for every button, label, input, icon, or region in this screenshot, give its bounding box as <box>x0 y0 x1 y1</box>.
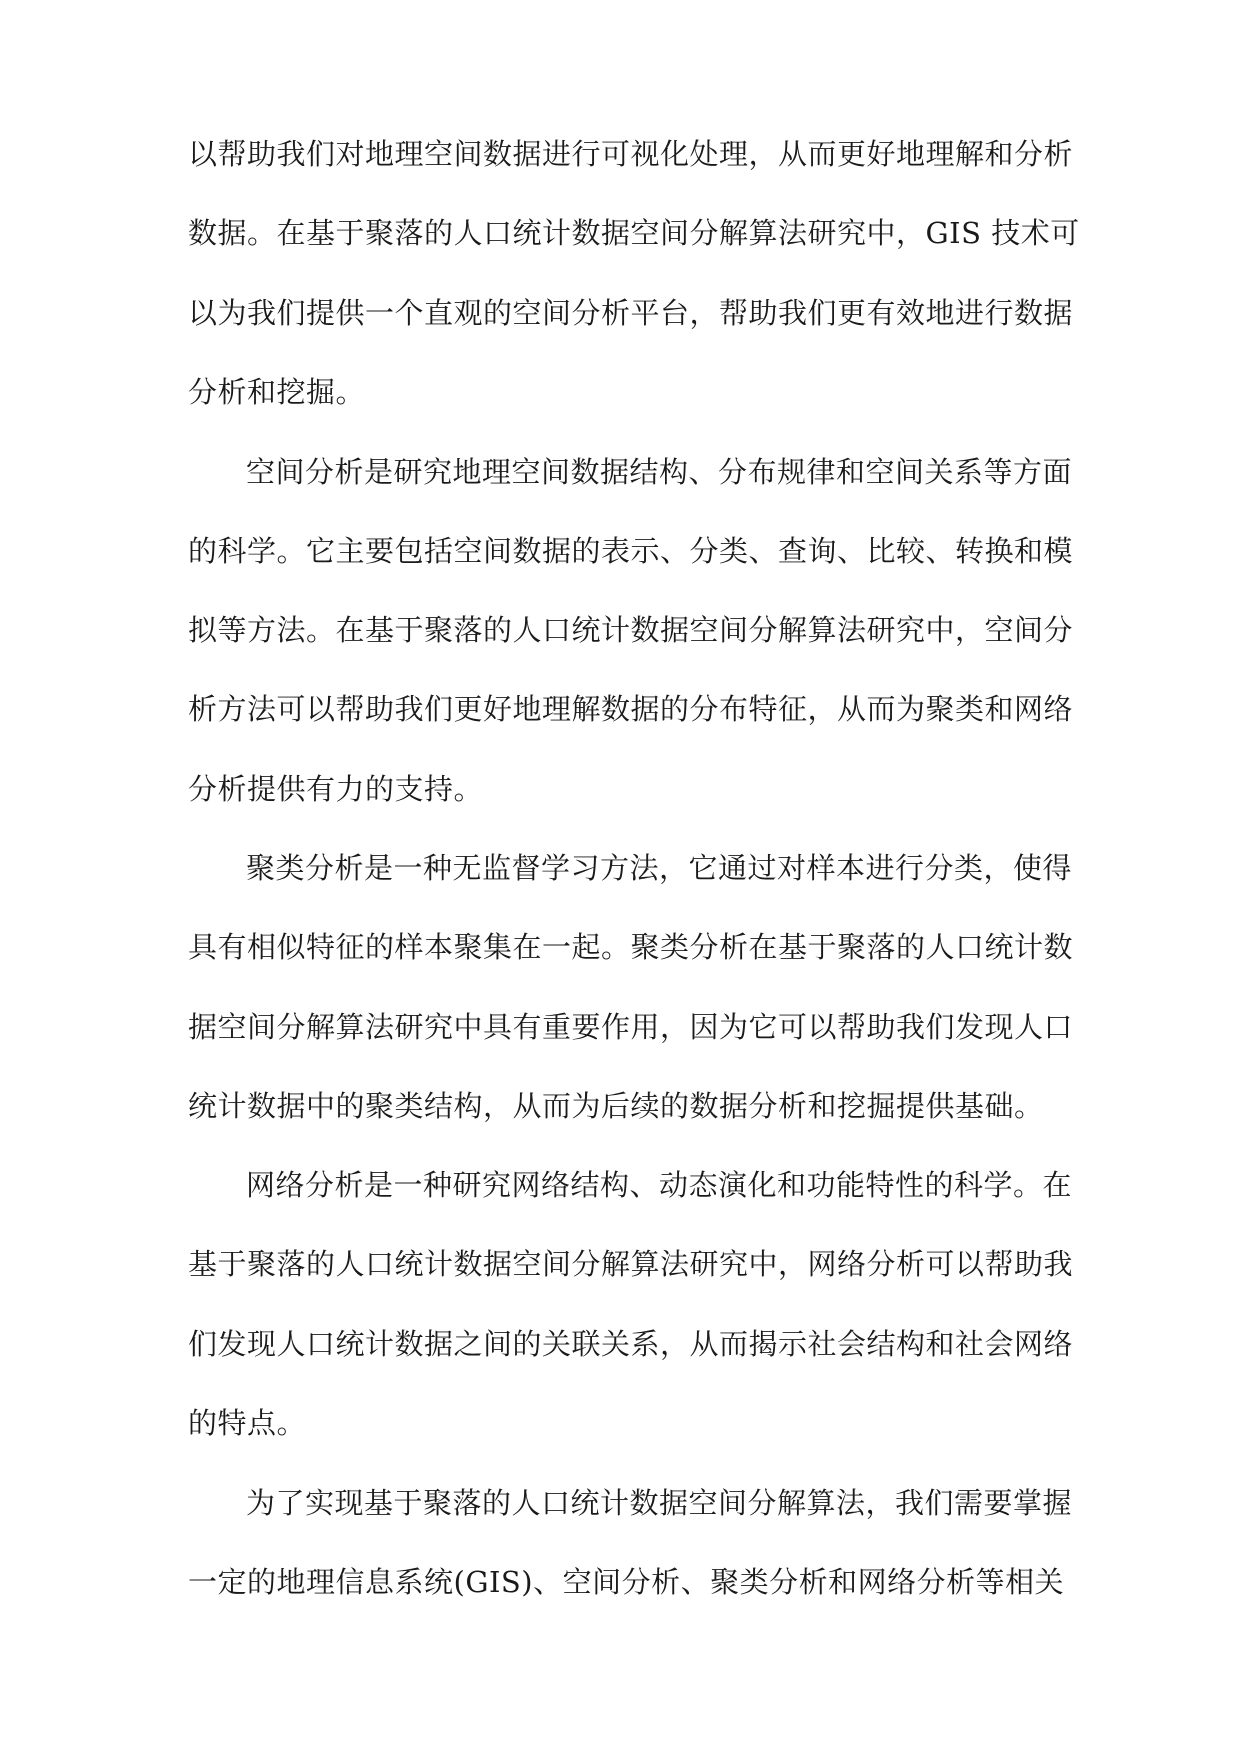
text-line: 的特点。 <box>188 1406 307 1440</box>
text-line: 以为我们提供一个直观的空间分析平台，帮助我们更有效地进行数据 <box>188 296 1074 330</box>
text-line: 数据。在基于聚落的人口统计数据空间分解算法研究中，GIS 技术可 <box>188 216 1080 250</box>
text-line: 统计数据中的聚类结构，从而为后续的数据分析和挖掘提供基础。 <box>188 1089 1044 1123</box>
text-line: 析方法可以帮助我们更好地理解数据的分布特征，从而为聚类和网络 <box>188 692 1074 726</box>
text-line: 的科学。它主要包括空间数据的表示、分类、查询、比较、转换和模 <box>188 534 1074 568</box>
text-line: 据空间分解算法研究中具有重要作用，因为它可以帮助我们发现人口 <box>188 1010 1074 1044</box>
text-line: 分析和挖掘。 <box>188 375 366 409</box>
text-line: 分析提供有力的支持。 <box>188 772 484 806</box>
text-line: 以帮助我们对地理空间数据进行可视化处理，从而更好地理解和分析 <box>188 137 1074 171</box>
paragraph-start-line: 聚类分析是一种无监督学习方法，它通过对样本进行分类，使得 <box>246 851 1073 885</box>
text-line: 基于聚落的人口统计数据空间分解算法研究中，网络分析可以帮助我 <box>188 1247 1074 1281</box>
text-line: 一定的地理信息系统(GIS)、空间分析、聚类分析和网络分析等相关 <box>188 1565 1065 1599</box>
text-line: 们发现人口统计数据之间的关联关系，从而揭示社会结构和社会网络 <box>188 1327 1074 1361</box>
paragraph-start-line: 为了实现基于聚落的人口统计数据空间分解算法，我们需要掌握 <box>246 1486 1073 1520</box>
text-line: 具有相似特征的样本聚集在一起。聚类分析在基于聚落的人口统计数 <box>188 930 1074 964</box>
paragraph-start-line: 网络分析是一种研究网络结构、动态演化和功能特性的科学。在 <box>246 1168 1073 1202</box>
text-line: 拟等方法。在基于聚落的人口统计数据空间分解算法研究中，空间分 <box>188 613 1074 647</box>
paragraph-start-line: 空间分析是研究地理空间数据结构、分布规律和空间关系等方面 <box>246 455 1073 489</box>
